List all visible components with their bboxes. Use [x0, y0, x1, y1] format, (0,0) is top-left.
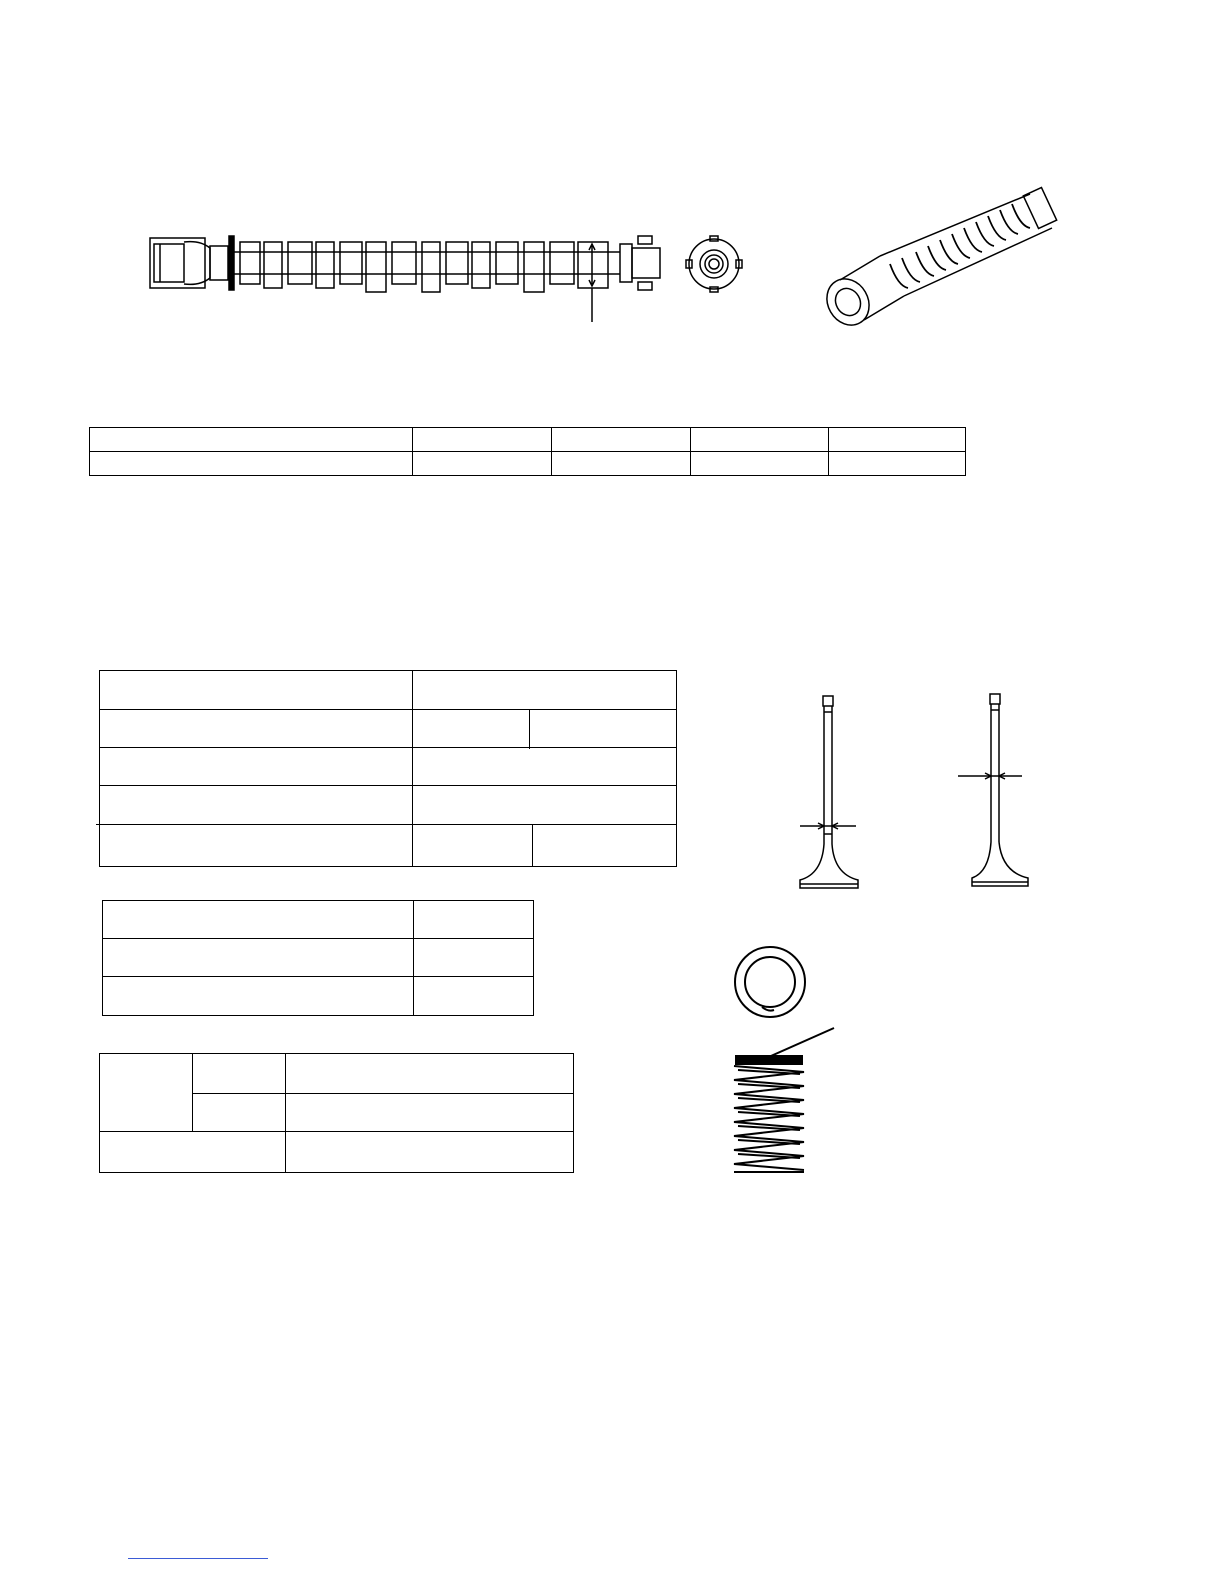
- footer-link-rule: [128, 1558, 268, 1559]
- camshaft-end-view-drawing: [684, 236, 748, 292]
- valve-spring-top-view-drawing: [732, 944, 812, 1024]
- exhaust-valve-drawing: [956, 692, 1026, 888]
- spring-spec-table: [99, 1053, 574, 1173]
- small-spec-table: [102, 900, 534, 1016]
- camshaft-side-view-drawing: [140, 228, 670, 328]
- valve-spec-table: [99, 670, 677, 867]
- camshaft-perspective-drawing: [820, 184, 1060, 334]
- camshaft-spec-table: [89, 427, 966, 476]
- valve-spring-side-view-drawing: [728, 1024, 848, 1176]
- intake-valve-drawing: [796, 694, 862, 890]
